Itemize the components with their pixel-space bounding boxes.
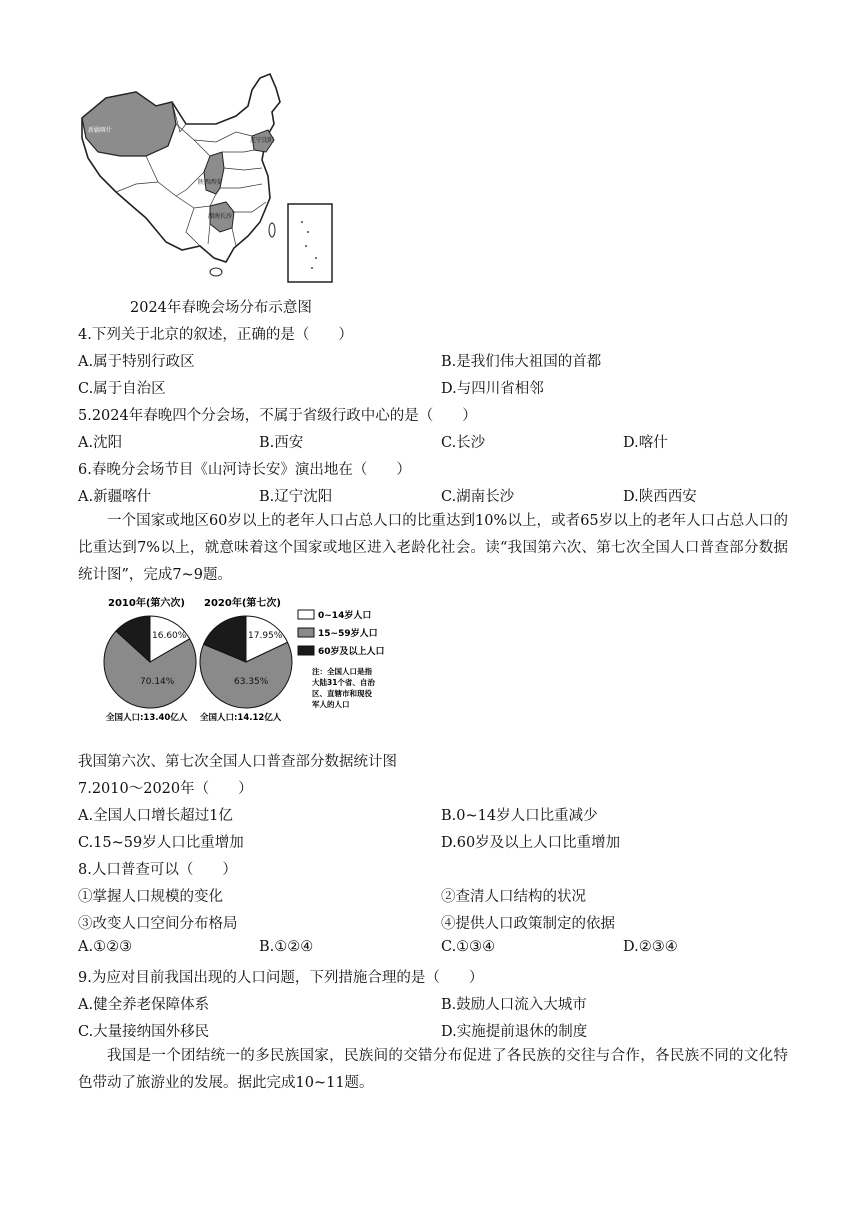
legend-swatch-old [298,646,314,655]
q6-option-b: B.辽宁沈阳 [259,489,333,505]
map-label-kashi: 新疆喀什 [88,127,113,134]
q6-option-d: D.陕西西安 [623,489,697,505]
map-label-xian: 陕西西安 [198,179,223,186]
pie-2020 [200,616,292,708]
q9-option-d: D.实施提前退休的制度 [441,1024,588,1040]
q8-statement-2: ②查清人口结构的状况 [441,889,586,905]
q6-option-c: C.湖南长沙 [441,489,515,505]
map-label-shenyang: 辽宁沈阳 [250,137,275,144]
q6-stem: 6.春晚分会场节目《山河诗长安》演出地在（ ） [78,462,411,478]
map-label-changsha: 湖南长沙 [208,213,233,220]
census-pie-chart [100,592,410,724]
total-2020: 全国人口:14.12亿人 [200,713,282,723]
q4-option-a: A.属于特别行政区 [78,354,195,370]
q8-option-a: A.①②③ [78,939,133,955]
legend-label-old: 60岁及以上人口 [318,647,385,657]
pie-2010-label-young: 16.60% [152,631,187,641]
pie-2020-label-young: 17.95% [248,631,283,641]
q7-option-d: D.60岁及以上人口比重增加 [441,835,621,851]
total-2010: 全国人口:13.40亿人 [106,713,188,723]
q9-option-b: B.鼓励人口流入大城市 [441,997,587,1013]
q5-option-b: B.西安 [259,435,304,451]
q6-option-a: A.新疆喀什 [78,489,152,505]
taiwan-island [269,223,275,237]
q5-stem: 5.2024年春晚四个分会场，不属于省级行政中心的是（ ） [78,408,477,424]
legend-swatch-mid [298,628,314,637]
chart-note-line-4: 军人的人口 [312,700,350,709]
china-map [76,72,356,290]
q8-statement-4: ④提供人口政策制定的依据 [441,916,615,932]
chart-note-line-3: 区、直辖市和现役 [312,689,372,698]
q7-option-c: C.15~59岁人口比重增加 [78,835,244,851]
q9-stem: 9.为应对目前我国出现的人口问题，下列措施合理的是（ ） [78,970,484,986]
q5-option-a: A.沈阳 [78,435,123,451]
q5-option-c: C.长沙 [441,435,486,451]
hainan-island [210,268,222,276]
chart-title-2010: 2010年(第六次) [108,598,185,609]
q8-option-d: D.②③④ [623,939,678,955]
q4-stem: 4.下列关于北京的叙述，正确的是（ ） [78,327,353,343]
pie-2010 [104,616,196,708]
q8-statement-3: ③改变人口空间分布格局 [78,916,238,932]
chart-caption: 我国第六次、第七次全国人口普查部分数据统计图 [78,754,397,770]
q4-option-c: C.属于自治区 [78,381,166,397]
q8-statement-1: ①掌握人口规模的变化 [78,889,223,905]
q8-stem: 8.人口普查可以（ ） [78,862,237,878]
chart-note-line-1: 注：全国人口是指 [312,667,372,676]
q4-option-b: B.是我们伟大祖国的首都 [441,354,602,370]
intro-ethnic-paragraph: 我国是一个团结统一的多民族国家，民族间的交错分布促进了各民族的交往与合作，各民族不同的文化特色带动了旅游业的发展。据此完成10~11题。 [78,1048,788,1091]
q9-option-c: C.大量接纳国外移民 [78,1024,210,1040]
map-caption: 2024年春晚会场分布示意图 [130,300,312,316]
xinjiang-region [82,92,176,156]
q7-option-a: A.全国人口增长超过1亿 [78,808,233,824]
legend-swatch-young [298,610,314,619]
chart-title-2020: 2020年(第七次) [204,598,281,609]
q7-option-b: B.0~14岁人口比重减少 [441,808,598,824]
legend-label-mid: 15~59岁人口 [318,629,378,639]
chart-note-line-2: 大陆31个省、自治 [312,678,375,687]
q4-option-d: D.与四川省相邻 [441,381,544,397]
pie-2020-label-mid: 63.35% [234,677,269,687]
intro-aging-paragraph: 一个国家或地区60岁以上的老年人口占总人口的比重达到10%以上，或者65岁以上的老年人口占总人口的比重达到7%以上，就意味着这个国家或地区进入老龄化社会。读“我国第六次、第七次全国人口普查部分数据统计图”，完成7~9题。 [78,513,788,583]
south-china-sea-inset [288,204,332,282]
q9-option-a: A.健全养老保障体系 [78,997,210,1013]
q8-option-c: C.①③④ [441,939,496,955]
q7-stem: 7.2010～2020年（ ） [78,781,253,797]
pie-2010-label-mid: 70.14% [140,677,175,687]
legend-label-young: 0~14岁人口 [318,611,372,621]
q5-option-d: D.喀什 [623,435,668,451]
q8-option-b: B.①②④ [259,939,314,955]
